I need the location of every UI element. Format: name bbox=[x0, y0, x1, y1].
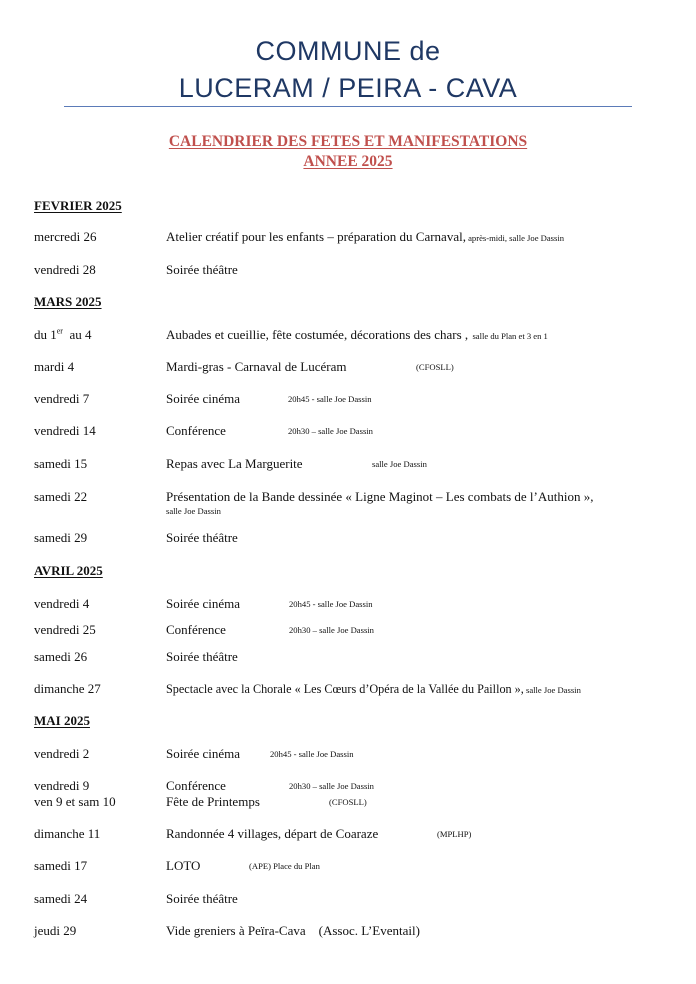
event-date: vendredi 14 bbox=[34, 423, 96, 438]
event-title: Mardi-gras - Carnaval de Lucéram bbox=[166, 359, 347, 374]
event-date: dimanche 11 bbox=[34, 826, 101, 841]
event-note: salle Joe Dassin bbox=[523, 685, 581, 695]
event-note: 20h30 – salle Joe Dassin bbox=[289, 625, 374, 635]
event-title: Conférence bbox=[166, 778, 226, 793]
event-description bbox=[166, 229, 564, 246]
event-row bbox=[0, 622, 696, 638]
event-note: 20h45 - salle Joe Dassin bbox=[288, 394, 372, 404]
event-title: Soirée cinéma bbox=[166, 391, 240, 406]
event-title: Soirée théâtre bbox=[166, 530, 238, 545]
year-subtitle: ANNEE 2025 bbox=[303, 153, 393, 170]
event-note: après-midi, salle Joe Dassin bbox=[465, 233, 565, 243]
event-row bbox=[0, 596, 696, 612]
commune-title-line1: COMMUNE de bbox=[255, 36, 441, 66]
event-date: samedi 26 bbox=[34, 649, 88, 664]
event-description bbox=[166, 327, 548, 344]
event-row bbox=[0, 858, 696, 874]
event-row bbox=[0, 778, 696, 794]
event-date: vendredi 25 bbox=[34, 622, 96, 637]
event-row bbox=[0, 456, 696, 472]
event-date: dimanche 27 bbox=[34, 681, 101, 696]
event-date: vendredi 7 bbox=[34, 391, 90, 406]
header-divider bbox=[64, 106, 632, 107]
event-title: Conférence bbox=[166, 423, 226, 438]
event-date: samedi 17 bbox=[34, 858, 88, 873]
event-title: Conférence bbox=[166, 622, 226, 637]
event-title: Randonnée 4 villages, départ de Coaraze bbox=[166, 826, 379, 841]
event-date: samedi 15 bbox=[34, 456, 88, 471]
event-row bbox=[0, 359, 696, 375]
event-note: (CFOSLL) bbox=[329, 797, 367, 807]
month-heading-mai: MAI 2025 bbox=[34, 713, 90, 728]
event-note: salle Joe Dassin bbox=[166, 506, 221, 516]
event-row bbox=[0, 391, 696, 407]
event-note: 20h30 – salle Joe Dassin bbox=[288, 426, 373, 436]
event-date: samedi 24 bbox=[34, 891, 88, 906]
event-row bbox=[0, 826, 696, 842]
event-date: vendredi 4 bbox=[34, 596, 90, 611]
event-title: Présentation de la Bande dessinée « Ligne Maginot – Les combats de l’Authion », bbox=[166, 489, 594, 504]
event-note: (CFOSLL) bbox=[416, 362, 454, 372]
commune-title-line2: LUCERAM / PEIRA - CAVA bbox=[178, 73, 518, 103]
event-note: salle du Plan et 3 en 1 bbox=[468, 331, 548, 341]
event-title: Atelier créatif pour les enfants – préparation du Carnaval, bbox=[166, 229, 466, 244]
event-title: Vide greniers à Peïra-Cava (Assoc. L’Eventail) bbox=[166, 923, 420, 938]
event-note: 20h30 – salle Joe Dassin bbox=[289, 781, 374, 791]
event-date: vendredi 9 bbox=[34, 778, 90, 793]
event-note: salle Joe Dassin bbox=[372, 459, 427, 469]
month-heading-fevrier: FEVRIER 2025 bbox=[34, 198, 122, 213]
month-heading-avril: AVRIL 2025 bbox=[34, 563, 103, 578]
event-date: du 1er au 4 bbox=[34, 326, 92, 342]
event-note: 20h45 - salle Joe Dassin bbox=[289, 599, 373, 609]
event-row bbox=[0, 489, 696, 516]
event-row bbox=[0, 229, 696, 245]
event-row bbox=[0, 423, 696, 439]
event-title: Aubades et cueillie, fête costumée, décorations des chars , bbox=[166, 327, 469, 342]
event-title: Fête de Printemps bbox=[166, 794, 260, 809]
event-date: mercredi 26 bbox=[34, 229, 97, 244]
event-title: Spectacle avec la Chorale « Les Cœurs d’Opéra de la Vallée du Paillon », bbox=[166, 682, 524, 696]
event-date: vendredi 2 bbox=[34, 746, 90, 761]
event-row bbox=[0, 891, 696, 907]
event-description bbox=[166, 681, 581, 698]
event-row bbox=[0, 327, 696, 343]
event-title: Soirée théâtre bbox=[166, 262, 238, 277]
event-row bbox=[0, 746, 696, 762]
event-title: Repas avec La Marguerite bbox=[166, 456, 303, 471]
event-title: Soirée cinéma bbox=[166, 596, 240, 611]
event-date: mardi 4 bbox=[34, 359, 75, 374]
event-row bbox=[0, 794, 696, 810]
event-title: LOTO bbox=[166, 858, 201, 873]
event-date: samedi 29 bbox=[34, 530, 88, 545]
event-date: vendredi 28 bbox=[34, 262, 96, 277]
event-row bbox=[0, 923, 696, 939]
event-date: jeudi 29 bbox=[34, 923, 77, 938]
event-date: samedi 22 bbox=[34, 489, 88, 504]
event-row bbox=[0, 649, 696, 665]
event-date: ven 9 et sam 10 bbox=[34, 794, 116, 809]
event-title: Soirée théâtre bbox=[166, 649, 238, 664]
event-note: 20h45 - salle Joe Dassin bbox=[270, 749, 354, 759]
event-title: Soirée théâtre bbox=[166, 891, 238, 906]
calendar-subtitle: CALENDRIER DES FETES ET MANIFESTATIONS bbox=[168, 133, 528, 150]
event-title: Soirée cinéma bbox=[166, 746, 240, 761]
event-row bbox=[0, 681, 696, 697]
event-row bbox=[0, 530, 696, 546]
event-note: (APE) Place du Plan bbox=[249, 861, 320, 871]
event-row bbox=[0, 262, 696, 278]
month-heading-mars: MARS 2025 bbox=[34, 294, 102, 309]
event-note: (MPLHP) bbox=[437, 829, 472, 839]
